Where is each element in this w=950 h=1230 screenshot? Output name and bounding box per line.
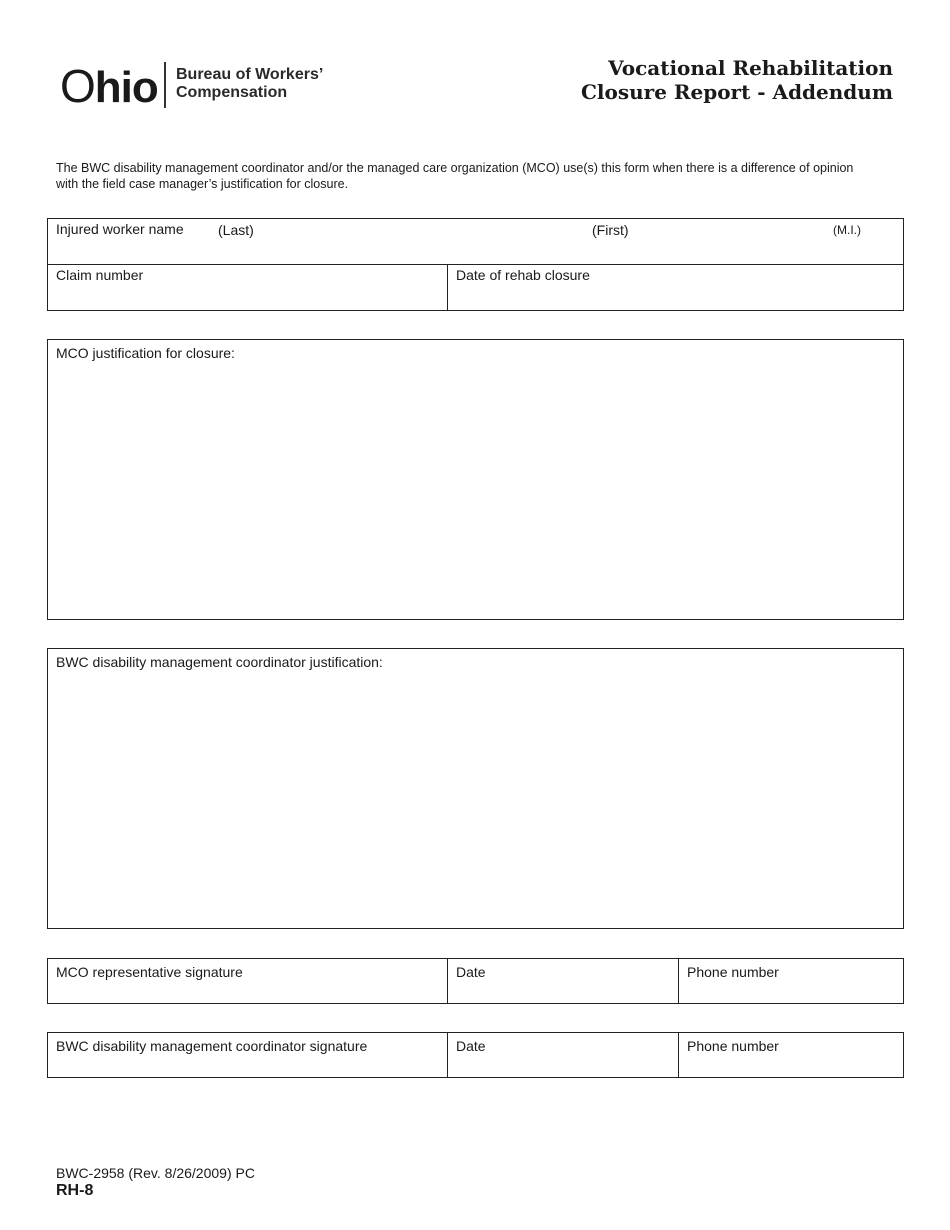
- mco-representative-signature-label: MCO representative signature: [56, 964, 243, 980]
- bwc-date-label: Date: [456, 1038, 486, 1054]
- form-revision-code: BWC-2958 (Rev. 8/26/2009) PC: [56, 1165, 255, 1181]
- logo-ohio-wordmark: Ohio: [60, 60, 158, 112]
- mco-row-divider-1: [447, 959, 448, 1003]
- date-of-rehab-closure-field[interactable]: [456, 285, 896, 307]
- intro-text: The BWC disability management coordinator and/or the managed care organization (MCO) use(s) this form when there is a difference of opinion with the field case manager’s justification for closure.: [56, 161, 854, 191]
- bwc-coordinator-signature-label: BWC disability management coordinator signature: [56, 1038, 368, 1054]
- mco-signature-field[interactable]: [56, 983, 441, 1001]
- bwc-phone-number-label: Phone number: [687, 1038, 779, 1054]
- bwc-justification-box: [47, 648, 904, 929]
- bwc-row-divider-1: [447, 1033, 448, 1077]
- date-of-rehab-closure-label: Date of rehab closure: [456, 267, 590, 283]
- bwc-phone-field[interactable]: [687, 1057, 897, 1075]
- claim-number-field[interactable]: [56, 285, 441, 307]
- logo-agency-name: Bureau of Workers’ Compensation: [176, 66, 324, 101]
- mco-row-divider-2: [678, 959, 679, 1003]
- injured-worker-name-label: Injured worker name: [56, 221, 184, 237]
- bwc-row-divider-2: [678, 1033, 679, 1077]
- mco-signature-row: [47, 958, 904, 1004]
- form-title: Vocational Rehabilitation Closure Report - Addendum: [581, 56, 893, 104]
- mco-justification-box: [47, 339, 904, 620]
- injured-worker-name-field[interactable]: [56, 239, 896, 261]
- mco-phone-number-label: Phone number: [687, 964, 779, 980]
- mco-justification-label: MCO justification for closure:: [56, 345, 235, 361]
- logo-divider: [164, 62, 166, 108]
- form-id: RH-8: [56, 1182, 94, 1199]
- bwc-justification-field[interactable]: [56, 675, 894, 923]
- claim-number-label: Claim number: [56, 267, 144, 283]
- mco-date-label: Date: [456, 964, 486, 980]
- worker-info-divider: [48, 264, 903, 265]
- bwc-date-field[interactable]: [456, 1057, 671, 1075]
- last-name-label: (Last): [218, 222, 254, 238]
- first-name-label: (First): [592, 222, 629, 238]
- mco-date-field[interactable]: [456, 983, 671, 1001]
- middle-initial-label: (M.I.): [833, 223, 861, 237]
- bwc-signature-row: [47, 1032, 904, 1078]
- bwc-justification-label: BWC disability management coordinator justification:: [56, 654, 383, 670]
- bwc-signature-field[interactable]: [56, 1057, 441, 1075]
- claim-date-divider: [447, 264, 448, 310]
- worker-info-box: [47, 218, 904, 311]
- mco-phone-field[interactable]: [687, 983, 897, 1001]
- mco-justification-field[interactable]: [56, 366, 894, 614]
